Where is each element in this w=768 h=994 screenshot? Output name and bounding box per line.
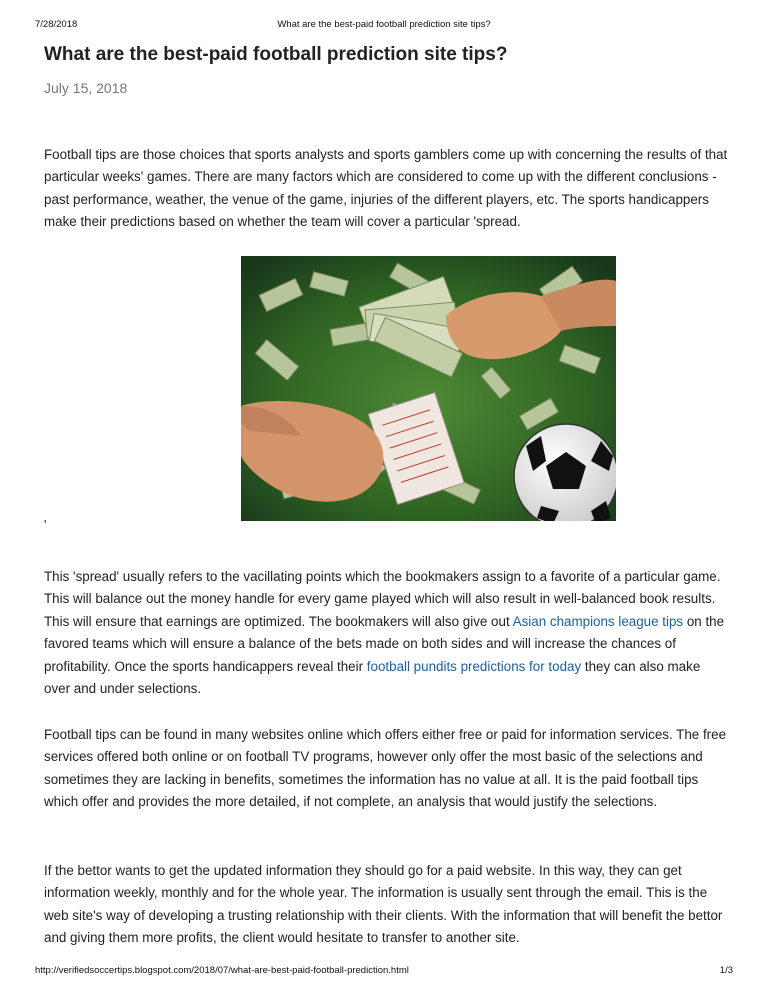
- print-url: http://verifiedsoccertips.blogspot.com/2018/07/what-are-best-paid-football-prediction.html: [35, 965, 409, 976]
- soccer-ball: [514, 424, 616, 521]
- article-title: What are the best-paid football prediction site tips?: [44, 44, 508, 65]
- paragraph-text: This 'spread' usually refers to the vacillating points which the bookmakers assign to a favorite of a particular game. This will balance out the money handle for every game played which will also result in well-balanced book results. This will ensure that earnings are optimized. The bookmakers will also give out: [44, 569, 721, 629]
- link-football-pundits-predictions[interactable]: football pundits predictions for today: [366, 658, 582, 674]
- print-header: [35, 19, 733, 31]
- paragraph-text: on the favored teams which will ensure a balance of the bets made on both sides and will increase the chances of profitability. Once the sports handicappers reveal their: [44, 613, 725, 674]
- money-football-illustration: [241, 256, 616, 521]
- paragraph-paid-website: If the bettor wants to get the updated information they should go for a paid website. In this way, they can get information weekly, monthly and for the whole year. The information is usually sent through the email. This is the web site's way of developing a trusting relationship with their clients. With the information that will benefit the bettor and giving them more profits, the client would hesitate to transfer to another site.: [44, 863, 723, 946]
- print-date: 7/28/2018: [35, 19, 78, 30]
- page-number: 1/3: [719, 965, 733, 976]
- money-football-image: [241, 256, 616, 521]
- paragraph-intro: Football tips are those choices that sports analysts and sports gamblers come up with concerning the results of that particular weeks' games. There are many factors which are considered to come up with the different conclusions - past performance, weather, the venue of the game, injuries of the different players, etc. The sports handicappers make their predictions based on whether the team will cover a particular 'spread.: [44, 147, 728, 230]
- print-page-title: What are the best-paid football prediction site tips?: [277, 19, 491, 30]
- print-footer: [35, 965, 733, 977]
- post-date: July 15, 2018: [44, 80, 128, 96]
- link-asian-champions-league-tips[interactable]: Asian champions league tips: [512, 613, 684, 629]
- paragraph-websites: Football tips can be found in many websites online which offers either free or paid for information services. The free services offered both online or on football TV programs, however only offer the most basic of the selections and sometimes they are lacking in benefits, sometimes the information has no value at all. It is the paid football tips which offer and provides the more detailed, if not complete, an analysis that would justify the selections.: [44, 727, 727, 810]
- stray-apostrophe: ': [44, 517, 47, 532]
- paragraph-text: they can also make over and under selections.: [44, 658, 701, 697]
- paragraph-spread: [44, 566, 730, 700]
